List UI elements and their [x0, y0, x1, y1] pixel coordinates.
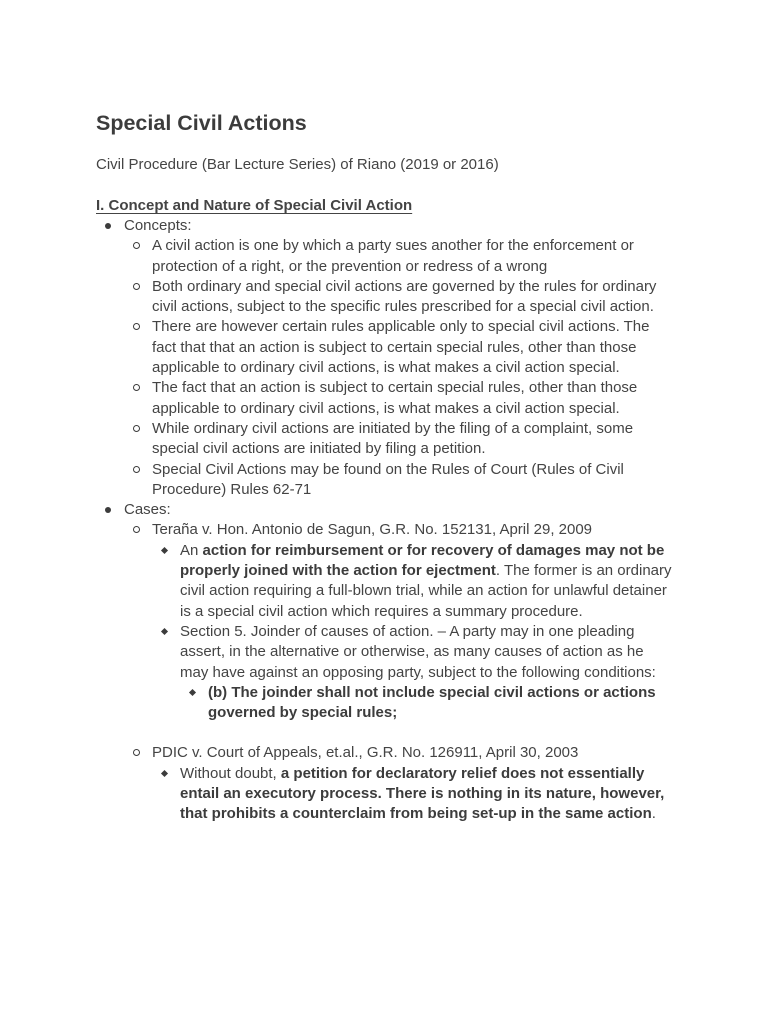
concept-text: The fact that an action is subject to certain special rules, other than those applicable to ordinary civil actions, is what makes a civil action special. [152, 379, 638, 417]
outline [96, 216, 676, 825]
concepts-label: Concepts: [124, 217, 192, 234]
bullet-diamond-icon [189, 689, 196, 696]
bullet-diamond-icon [161, 770, 168, 777]
case-point [152, 622, 676, 723]
case-point [152, 764, 676, 825]
case-point-pre: Without doubt, [180, 764, 281, 782]
list-item [124, 236, 676, 277]
list-item [124, 378, 676, 419]
bullet-diamond-icon [161, 547, 168, 554]
concept-text: Both ordinary and special civil actions are governed by the rules for ordinary civil actions, subject to the specific rules prescribed for a special civil action. [152, 277, 657, 316]
document-subtitle: Civil Procedure (Bar Lecture Series) of Riano (2019 or 2016) [96, 156, 499, 173]
concept-text: While ordinary civil actions are initiated by the filing of a complaint, some special civil actions are initiated by filing a petition. [152, 419, 634, 458]
bullet-diamond-icon [161, 628, 168, 635]
case-point-pre: An [180, 541, 203, 559]
case-citation: PDIC v. Court of Appeals, et.al., G.R. No. 126911, April 30, 2003 [152, 744, 579, 762]
case-point-bold: a petition for declaratory relief does not essentially entail an executory process. There is nothing in its nature, however, that prohibits a counterclaim from being set-up in the same action [180, 764, 665, 823]
case-subpoint [180, 683, 676, 724]
case-point-post: . [651, 805, 656, 823]
bullet-circle-icon [133, 323, 140, 330]
bullet-circle-icon [133, 466, 140, 473]
case-item [124, 743, 676, 824]
bullet-circle-icon [133, 283, 140, 290]
case-item [124, 520, 676, 743]
case-point [152, 541, 676, 622]
list-item [124, 419, 676, 460]
case-point-post: . The former is an ordinary civil action requiring a full-blown trial, while an action for unlawful detainer is a special civil action which requires a summary procedure. [180, 562, 672, 620]
bullet-dot-icon [105, 507, 111, 513]
list-item [124, 317, 676, 378]
bullet-circle-icon [133, 749, 140, 756]
concept-text: There are however certain rules applicable only to special civil actions. The fact that that an action is subject to certain special rules, other than those applicable to ordinary civil actions, is what makes a civil action special. [152, 318, 650, 377]
section-heading: I. Concept and Nature of Special Civil Action [96, 197, 413, 214]
concept-text: Special Civil Actions may be found on the Rules of Court (Rules of Civil Procedure) Rules 62-71 [152, 460, 624, 498]
case-point-bold: action for reimbursement or for recovery of damages may not be properly joined with the action for ejectment [180, 541, 665, 580]
case-citation: Teraña v. Hon. Antonio de Sagun, G.R. No. 152131, April 29, 2009 [152, 521, 593, 539]
cases-label: Cases: [124, 501, 171, 519]
page-title: Special Civil Actions [96, 111, 307, 135]
list-item-concepts [96, 216, 676, 500]
case-subpoint-bold: (b) The joinder shall not include special civil actions or actions governed by special rules; [208, 683, 656, 722]
case-point-text: Section 5. Joinder of causes of action. – A party may in one pleading assert, in the alternative or otherwise, as many causes of action as he may have against an opposing party, subject to the following conditions: [180, 622, 656, 681]
bullet-circle-icon [133, 425, 140, 432]
bullet-circle-icon [133, 384, 140, 391]
list-item-cases [96, 500, 676, 824]
list-item [124, 460, 676, 501]
bullet-circle-icon [133, 242, 140, 249]
concept-text: A civil action is one by which a party sues another for the enforcement or protection of a right, or the prevention or redress of a wrong [152, 237, 634, 275]
bullet-dot-icon [105, 223, 111, 229]
list-item [124, 277, 676, 318]
bullet-circle-icon [133, 526, 140, 533]
